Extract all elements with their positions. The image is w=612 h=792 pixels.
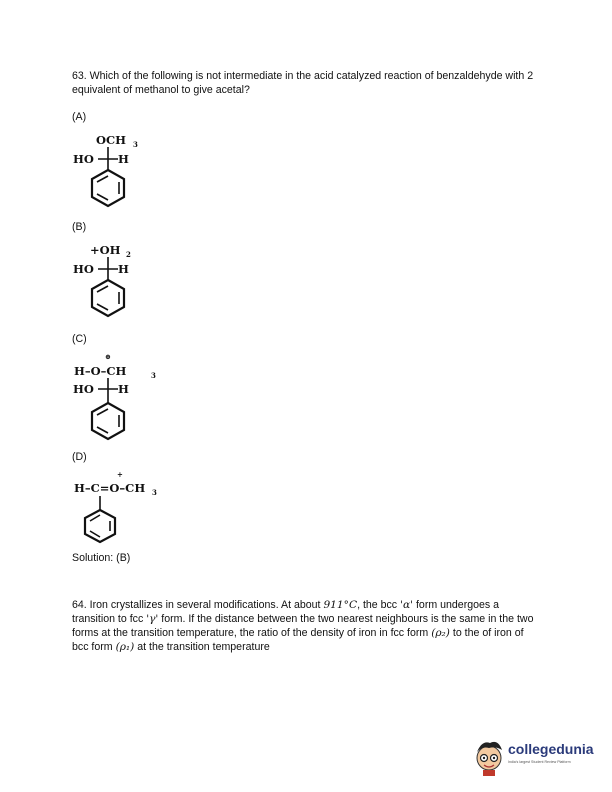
structure-d-chain-sub: 3	[152, 488, 157, 497]
q64-alpha: 'α'	[400, 599, 414, 611]
structure-a-right: H	[118, 152, 129, 166]
q64-rho1: (ρ₁)	[115, 641, 135, 653]
q64-part3: form undergoes a transition to fcc	[72, 599, 500, 625]
structure-c-charge: ⊕	[105, 352, 111, 361]
structure-b-right: H	[118, 262, 129, 276]
solution-text: Solution: (B)	[72, 552, 131, 564]
logo-name: collegedunia	[508, 741, 594, 757]
logo-tagline: India's largest Student Review Platform	[508, 760, 571, 764]
q64-part2: , the bcc	[357, 599, 401, 611]
q64-part6: at the transition temperature	[134, 641, 270, 653]
collegedunia-logo[interactable]	[474, 738, 604, 778]
structure-b-top: +OH	[90, 243, 121, 257]
structure-c-right: H	[118, 382, 129, 396]
question-64-text	[72, 598, 542, 654]
structure-a	[60, 126, 170, 221]
option-c-label: (C)	[72, 333, 87, 345]
q64-part5: to the of iron of bcc form	[72, 627, 524, 653]
q64-temperature: 911°C	[323, 599, 358, 611]
question-63-text: 63. Which of the following is not intermediate in the acid catalyzed reaction of benzaldehyde with 2 equivalent of methanol to give acetal?	[72, 70, 534, 96]
q64-rho2: (ρ₂)	[431, 627, 450, 639]
structure-b-left: HO	[73, 262, 94, 276]
option-b-label: (B)	[72, 221, 87, 233]
structure-d	[60, 468, 190, 546]
structure-b-top-sub: 2	[126, 250, 131, 259]
structure-c-top: H–O–CH	[74, 364, 127, 378]
structure-c-left: HO	[73, 382, 94, 396]
q64-gamma: 'γ'	[146, 613, 159, 625]
structure-b	[60, 236, 170, 331]
structure-d-charge: +	[117, 470, 123, 479]
structure-a-top: OCH	[96, 133, 127, 147]
structure-a-left: HO	[73, 152, 94, 166]
mascot-icon	[474, 738, 506, 776]
structure-c	[60, 349, 190, 449]
structure-d-chain: H–C=O–CH	[74, 481, 146, 495]
structure-a-top-sub: 3	[133, 140, 138, 149]
option-d-label: (D)	[72, 451, 87, 463]
q64-part4: form. If the distance between the two nearest neighbours is the same in the two forms at the transition temperature, the ratio of the density of iron in fcc form	[72, 613, 534, 639]
option-a-label: (A)	[72, 111, 87, 123]
structure-c-top-sub: 3	[151, 371, 156, 380]
q64-part1: 64. Iron crystallizes in several modifications. At about	[72, 599, 324, 611]
